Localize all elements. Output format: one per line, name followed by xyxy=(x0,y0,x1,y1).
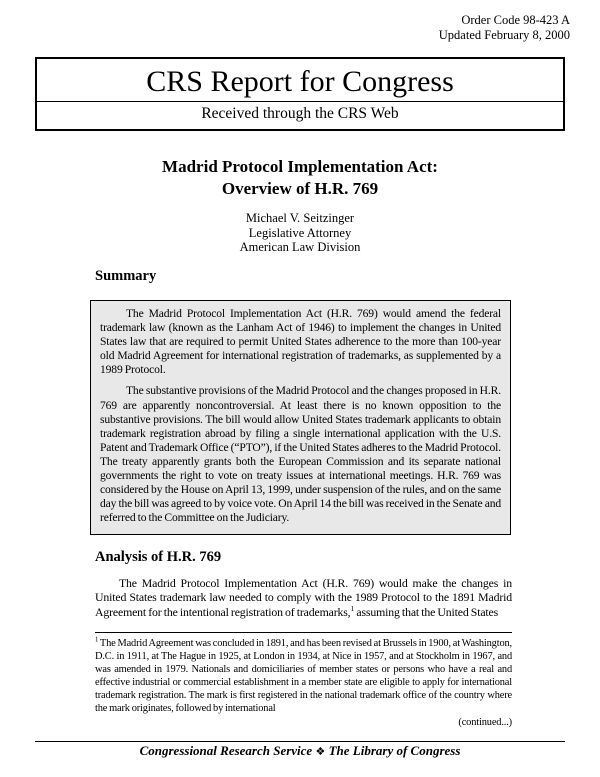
crs-banner-title: CRS Report for Congress xyxy=(146,65,454,98)
summary-paragraph-2: The substantive provisions of the Madrid Protocol and the changes proposed in H.R. 769 are apparently noncontroversial. At least there is no known opposition to the substantive provisions. The bill would allow United States trademark applicants to obtain trademark registration abroad by filing a single international application with the U.S. Patent and Trademark Office (“PTO”), if the United States adheres to the Madrid Protocol. The treaty apparently grants both the European Commission and its separate national governments the right to vote on treaty issues at international meetings. H.R. 769 was considered by the House on April 13, 1999, under suspension of the rules, and on the same day the bill was agreed to by voice vote. On April 14 the bill was received in the Senate and referred to the Committee on the Judiciary. xyxy=(100,384,501,525)
footnote-ref-marker: 1 xyxy=(350,603,355,613)
byline-role: Legislative Attorney xyxy=(248,225,352,240)
order-meta xyxy=(439,13,570,43)
report-title-line2: Overview of H.R. 769 xyxy=(221,179,379,199)
crs-banner xyxy=(35,57,565,131)
summary-paragraph-1: The Madrid Protocol Implementation Act (H.R. 769) would amend the federal trademark law (known as the Lanham Act of 1946) to implement the changes in United States law that are required to permit United States adherence to the more than 100-year old Madrid Agreement for international registration of trademarks, as supplemented by a 1989 Protocol. xyxy=(100,307,501,377)
byline xyxy=(0,211,600,255)
report-title-line1: Madrid Protocol Implementation Act: xyxy=(162,157,438,176)
footnote-text xyxy=(95,637,512,716)
footer-service-name: Congressional Research Service xyxy=(139,743,313,758)
analysis-text: The Madrid Protocol Implementation Act (H.R. 769) would make the changes in United States trademark law needed to comply with the 1989 Protocol to the 1891 Madrid Agreement for the intentional registration of trademarks, xyxy=(95,576,512,619)
updated-date: Updated February 8, 2000 xyxy=(438,27,570,42)
footnote-body: The Madrid Agreement was concluded in 1891, and has been revised at Brussels in 1900, at Washington, D.C. in 1911, at The Hague in 1925, at London in 1934, at Nice in 1957, and at Stockholm in 1967, and was amended in 1979. Nationals and domiciliaries of member states or persons who have a real and effective industrial or commercial establishment in a member state are eligible to apply for international trademark registration. The mark is first registered in the national trademark office of the country where the mark originates, followed by international xyxy=(95,638,512,715)
summary-heading: Summary xyxy=(95,268,157,284)
order-code: Order Code 98-423 A xyxy=(461,13,570,27)
byline-author: Michael V. Seitzinger xyxy=(245,211,355,225)
crs-banner-subtitle: Received through the CRS Web xyxy=(201,104,399,122)
footnote-number: 1 xyxy=(95,636,99,644)
analysis-paragraph xyxy=(95,576,512,619)
footer-library-name: The Library of Congress xyxy=(328,743,461,758)
analysis-heading: Analysis of H.R. 769 xyxy=(95,549,222,565)
page-footer xyxy=(35,741,565,759)
diamond-icon: ❖ xyxy=(315,745,326,758)
summary-box xyxy=(90,300,511,535)
analysis-text-continuation: assuming that the United States xyxy=(354,604,499,619)
footnote-block xyxy=(95,637,512,729)
report-title xyxy=(0,156,600,201)
footnote-continued: (continued...) xyxy=(458,716,512,728)
byline-division: American Law Division xyxy=(239,240,361,254)
footnote-separator xyxy=(95,632,512,633)
